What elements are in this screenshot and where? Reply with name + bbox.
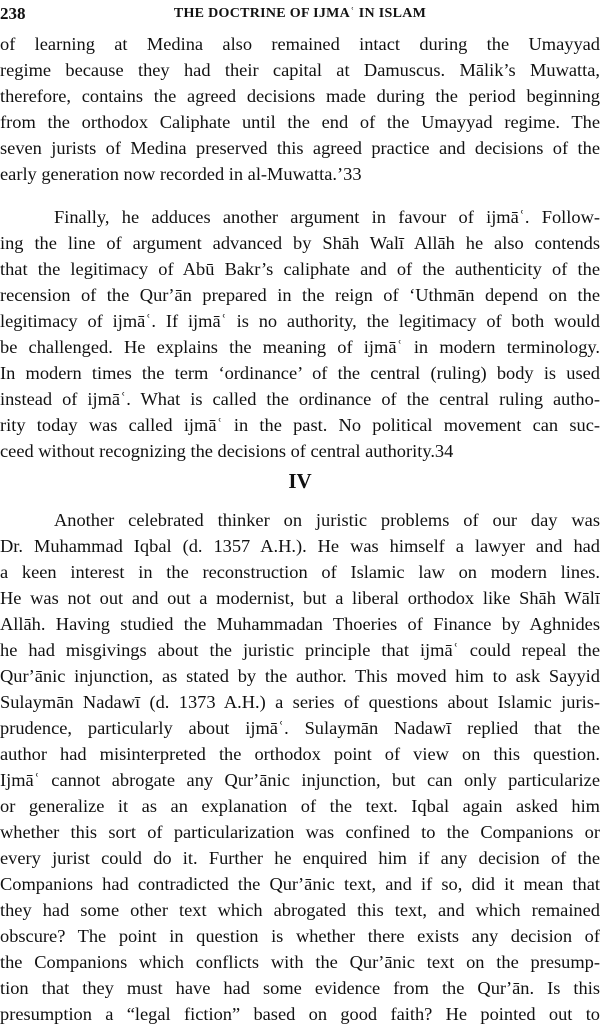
text-line: Qurʼānic injunction, as stated by the author. This moved him to ask Sayyid [0,666,600,686]
text-line: therefore, contains the agreed decisions made during the period beginning [0,86,600,106]
text-line: from the orthodox Caliphate until the end of the Umayyad regime. The [0,112,600,132]
text-line: early generation now recorded in al-Muwatta.’33 [0,164,362,184]
text-line: legitimacy of ijmāʿ. If ijmāʿ is no authority, the legitimacy of both would [0,311,600,331]
text-line: author had misinterpreted the orthodox point of view on this question. [0,744,600,764]
text-line: In modern times the term ‘ordinance’ of the central (ruling) body is used [0,363,600,383]
text-line: instead of ijmāʿ. What is called the ordinance of the central ruling autho- [0,389,600,409]
text-line: Companions had contradicted the Qurʼānic text, and if so, did it mean that [0,874,600,894]
text-line: a keen interest in the reconstruction of Islamic law on modern lines. [0,562,600,582]
text-line: rity today was called ijmāʿ in the past. No political movement can suc- [0,415,600,435]
page-number: 238 [0,4,26,23]
text-line: recension of the Qurʼān prepared in the reign of ‘Uthmān depend on the [0,285,600,305]
text-line: that the legitimacy of Abū Bakr’s caliphate and of the authenticity of the [0,259,600,279]
text-line: they had some other text which abrogated this text, and which remained [0,900,600,920]
text-line: ceed without recognizing the decisions of central authority.34 [0,441,454,461]
text-line: he had misgivings about the juristic principle that ijmāʿ could repeal the [0,640,600,660]
running-head: THE DOCTRINE OF IJMAʿ IN ISLAM [173,6,427,21]
text-line: the Companions which conflicts with the Qurʼānic text on the presump- [0,952,600,972]
text-line: presumption a “legal fiction” based on good faith? He pointed out to [0,1004,600,1024]
page-header [0,4,600,26]
text-line: Ijmāʿ cannot abrogate any Qurʼānic injunction, but can only particularize [0,770,600,790]
section-heading: IV [288,469,312,493]
text-line: Sulaymān Nadawī (d. 1373 A.H.) a series of questions about Islamic juris- [0,692,600,712]
text-line: be challenged. He explains the meaning of ijmāʿ in modern terminology. [0,337,600,357]
text-line: every jurist could do it. Further he enquired him if any decision of the [0,848,600,868]
text-line: Another celebrated thinker on juristic problems of our day was [54,510,600,530]
text-line: tion that they must have had some evidence from the Qurʼān. Is this [0,978,600,998]
text-line: obscure? The point in question is whether there exists any decision of [0,926,600,946]
text-line: Allāh. Having studied the Muhammadan Thoeries of Finance by Aghnides [0,614,600,634]
text-line: whether this sort of particularization was confined to the Companions or [0,822,600,842]
text-line: seven jurists of Medina preserved this agreed practice and decisions of the [0,138,600,158]
text-line: or generalize it as an explanation of the text. Iqbal again asked him [0,796,600,816]
text-line: of learning at Medina also remained intact during the Umayyad [0,34,600,54]
text-line: regime because they had their capital at Damuscus. Mālik’s Muwatta, [0,60,600,80]
text-line: Dr. Muhammad Iqbal (d. 1357 A.H.). He was himself a lawyer and had [0,536,600,556]
text-line: He was not out and out a modernist, but a liberal orthodox like Shāh Wālī [0,588,600,608]
text-line: ing the line of argument advanced by Shāh Walī Allāh he also contends [0,233,600,253]
text-line: Finally, he adduces another argument in favour of ijmāʿ. Follow- [54,207,600,227]
text-line: prudence, particularly about ijmāʿ. Sulaymān Nadawī replied that the [0,718,600,738]
